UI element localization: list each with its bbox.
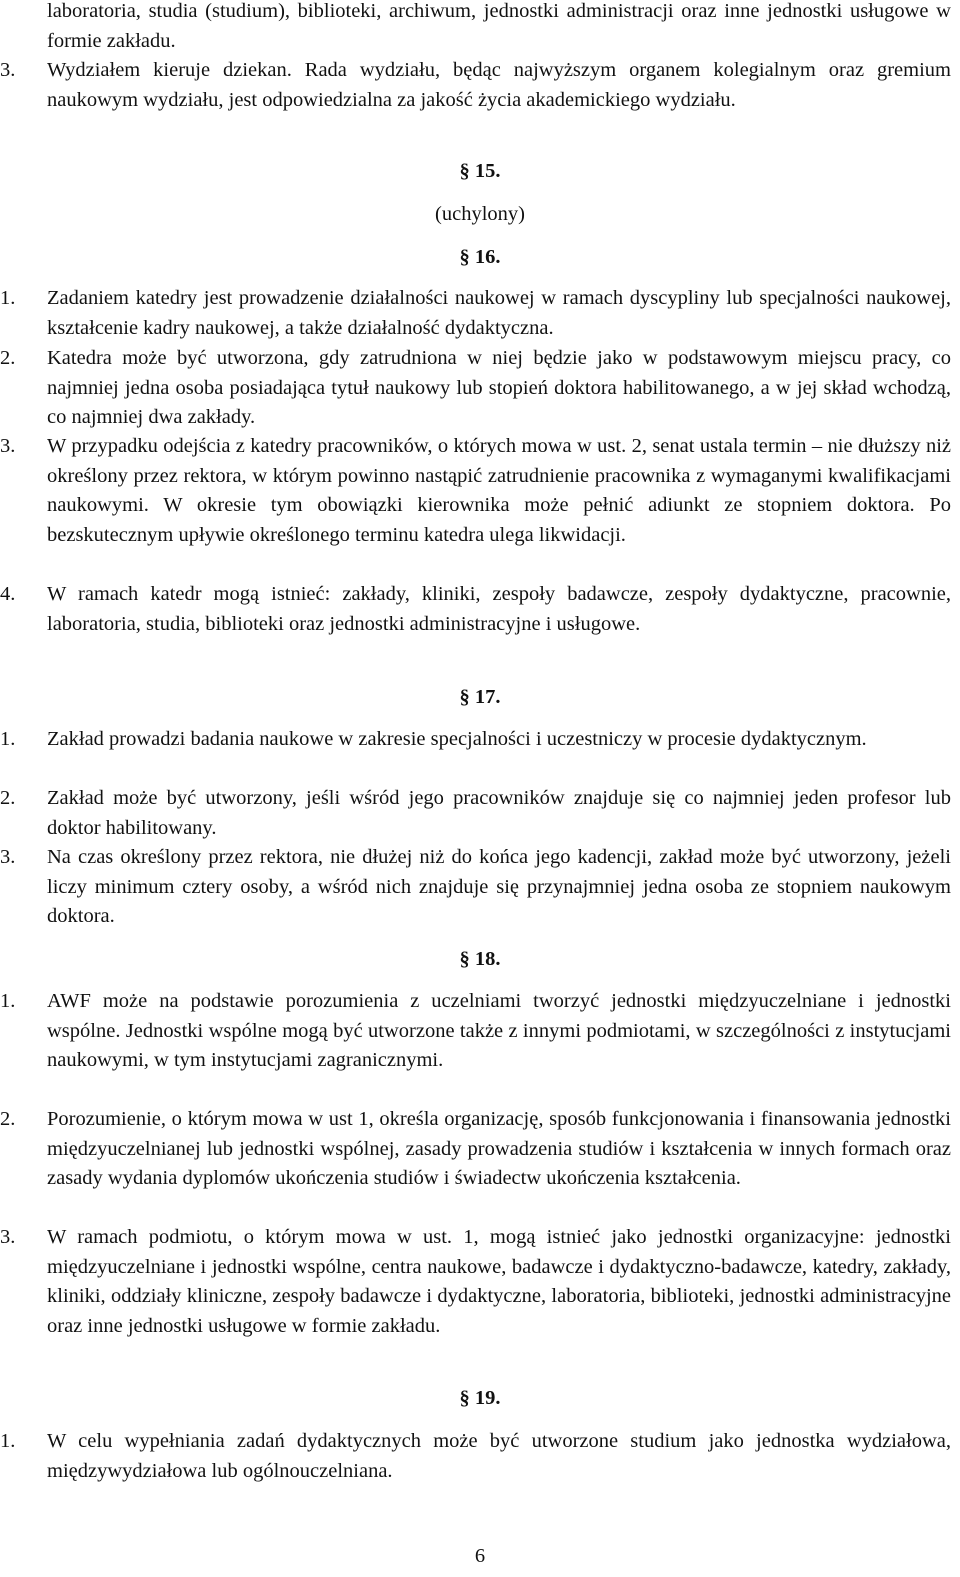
- item-number: 2.: [0, 1108, 16, 1130]
- section-15-heading: [0, 157, 960, 187]
- section-18-item-2: [0, 1105, 960, 1194]
- section-16-heading: [0, 243, 960, 273]
- section-17-item-3: [0, 843, 960, 932]
- section-17-heading: [0, 683, 960, 713]
- item-number: 1.: [0, 728, 16, 750]
- section-16-item-2: [0, 344, 960, 433]
- item-number: 3.: [0, 435, 16, 457]
- item-text: Porozumienie, o którym mowa w ust 1, określa organizację, sposób funkcjonowania i finansowania jednostki międzyuczelnianej lub jednostki wspólnej, zasady prowadzenia studiów i kształcenia w innych formach oraz zasady wydania dyplomów ukończenia studiów i świadectw ukończenia kształcenia.: [47, 1108, 951, 1190]
- item-number: 1.: [0, 1430, 16, 1452]
- section-sign: §: [459, 686, 470, 708]
- section-18-heading: [0, 945, 960, 975]
- item-number: 2.: [0, 787, 16, 809]
- section-19-heading: [0, 1384, 960, 1414]
- item-text: W celu wypełniania zadań dydaktycznych może być utworzone studium jako jednostka wydziałowa, międzywydziałowa lub ogólnouczelniana.: [47, 1430, 951, 1482]
- item-number: 1.: [0, 990, 16, 1012]
- item-text: Katedra może być utworzona, gdy zatrudniona w niej będzie jako w podstawowym miejscu pracy, co najmniej jedna osoba posiadająca tytuł naukowy lub stopień doktora habilitowanego, a w jej skład wchodzą, co najmniej dwa zakłady.: [47, 347, 951, 429]
- section-16-item-3: [0, 432, 960, 550]
- item-text: Wydziałem kieruje dziekan. Rada wydziału, będąc najwyższym organem kolegialnym oraz gremium naukowym wydziału, jest odpowiedzialna za jakość życia akademickiego wydziału.: [47, 59, 951, 111]
- intro-item-3: [0, 56, 960, 115]
- item-text: Na czas określony przez rektora, nie dłużej niż do końca jego kadencji, zakład może być utworzony, jeżeli liczy minimum cztery osoby, a wśród nich znajduje się przynajmniej jedna osoba ze stopniem naukowym doktora.: [47, 846, 951, 928]
- section-number: 19.: [474, 1387, 501, 1409]
- item-text: W przypadku odejścia z katedry pracowników, o których mowa w ust. 2, senat ustala termin – nie dłuższy niż określony przez rektora, w którym powinno nastąpić zatrudnienie pracownika z wymaganymi kwalifikacjami naukowymi. W okresie tym obowiązki kierownika może pełnić adiunkt ze stopniem doktora. Po bezskutecznym upływie określonego terminu katedra ulega likwidacji.: [47, 435, 951, 546]
- item-number: 3.: [0, 59, 16, 81]
- item-number: 1.: [0, 287, 16, 309]
- item-number: 2.: [0, 347, 16, 369]
- section-17-item-2: [0, 784, 960, 843]
- section-sign: §: [459, 948, 470, 970]
- item-text: AWF może na podstawie porozumienia z uczelniami tworzyć jednostki międzyuczelniane i jednostki wspólne. Jednostki wspólne mogą być utworzone także z innymi podmiotami, w szczególności z instytucjami naukowymi, w tym instytucjami zagranicznymi.: [47, 990, 951, 1072]
- section-18-item-3: [0, 1223, 960, 1341]
- section-sign: §: [459, 1387, 470, 1409]
- intro-continuation-text: laboratoria, studia (studium), biblioteki, archiwum, jednostki administracji oraz inne jednostki usługowe w formie zakładu.: [47, 0, 951, 52]
- item-text: W ramach podmiotu, o którym mowa w ust. 1, mogą istnieć jako jednostki organizacyjne: jednostki międzyuczelniane i jednostki wspólne, centra naukowe, badawcze i dydaktyczno-badawcze, katedry, zakłady, kliniki, oddziały kliniczne, zespoły badawcze i dydaktyczne, laboratoria, biblioteki, jednostki administracyjne oraz inne jednostki usługowe w formie zakładu.: [47, 1226, 951, 1337]
- section-number: 17.: [474, 686, 501, 708]
- page-number: 6: [474, 1545, 486, 1567]
- section-17-item-1: [0, 725, 960, 755]
- item-text: Zakład może być utworzony, jeśli wśród jego pracowników znajduje się co najmniej jeden profesor lub doktor habilitowany.: [47, 787, 951, 839]
- section-15-note: (uchylony): [435, 203, 525, 225]
- section-sign: §: [459, 160, 470, 182]
- section-19-item-1: [0, 1427, 960, 1486]
- section-16-item-1: [0, 284, 960, 343]
- section-18-item-1: [0, 987, 960, 1076]
- section-number: 16.: [474, 246, 501, 268]
- item-number: 3.: [0, 1226, 16, 1248]
- section-sign: §: [459, 246, 470, 268]
- item-text: Zakład prowadzi badania naukowe w zakresie specjalności i uczestniczy w procesie dydaktycznym.: [47, 728, 867, 750]
- item-text: Zadaniem katedry jest prowadzenie działalności naukowej w ramach dyscypliny lub specjalności naukowej, kształcenie kadry naukowej, a także działalność dydaktyczna.: [47, 287, 951, 339]
- item-number: 3.: [0, 846, 16, 868]
- section-number: 18.: [474, 948, 501, 970]
- section-number: 15.: [474, 160, 501, 182]
- item-text: W ramach katedr mogą istnieć: zakłady, kliniki, zespoły badawcze, zespoły dydaktyczne, pracownie, laboratoria, studia, biblioteki oraz jednostki administracyjne i usługowe.: [47, 583, 951, 635]
- section-16-item-4: [0, 580, 960, 639]
- item-number: 4.: [0, 583, 16, 605]
